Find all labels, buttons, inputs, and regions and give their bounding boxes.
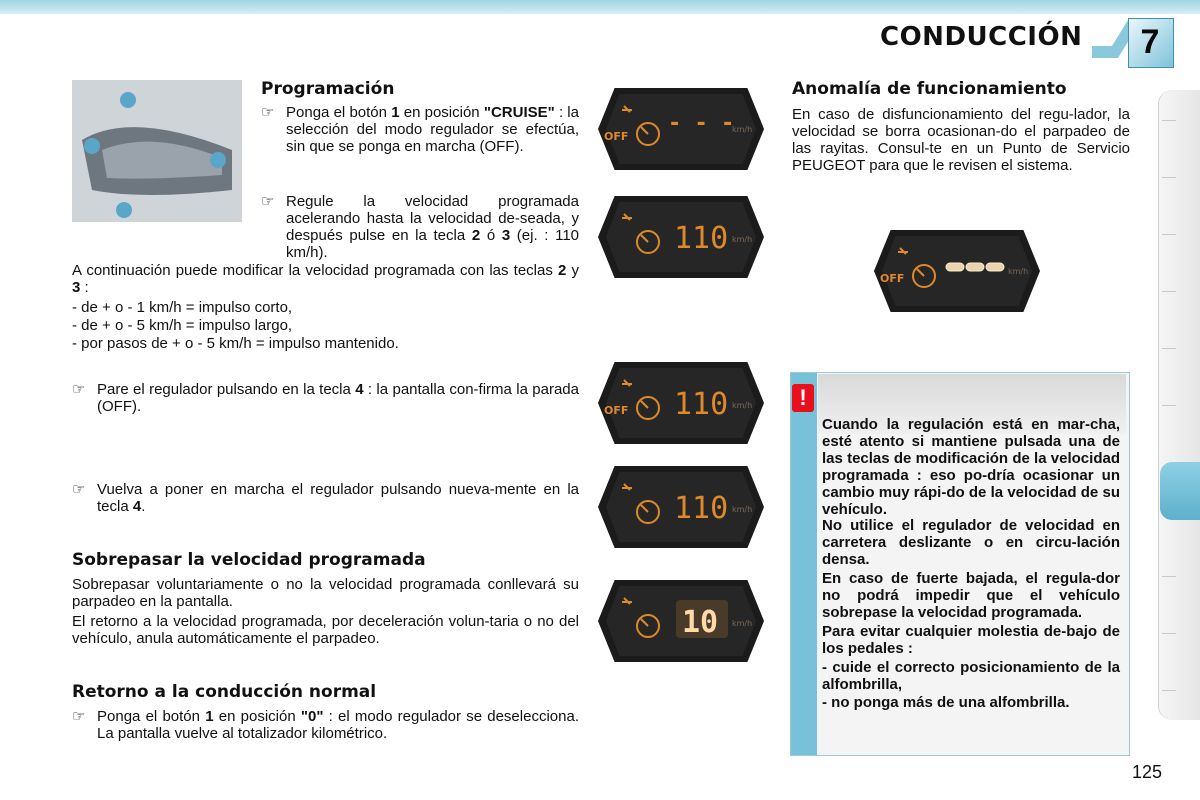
display-off-110 <box>598 362 764 444</box>
tab-divider <box>1162 690 1176 691</box>
tab-divider <box>1162 405 1176 406</box>
header-band <box>0 0 1200 14</box>
paragraph-return-speed: El retorno a la velocidad programada, por deceleración volun-taria o no del vehículo, anula automáticamente el parpadeo. <box>72 613 579 647</box>
warning-list-item: - no ponga más de una alfombrilla. <box>822 694 1070 711</box>
paragraph-overspeed: Sobrepasar voluntariamente o no la velocidad programada conllevará su parpadeo en la pantalla. <box>72 576 579 610</box>
tab-divider <box>1162 177 1176 178</box>
off-label: OFF <box>604 130 629 143</box>
tab-chapter-7[interactable] <box>1160 462 1200 520</box>
display-off-dashes <box>598 88 764 170</box>
speedometer-icon <box>622 484 659 523</box>
speedometer-icon <box>622 214 659 253</box>
instruction-stop-regulator: Pare el regulador pulsando en la tecla 4 : la pantalla con-firma la parada (OFF). <box>97 381 579 415</box>
unit-label: km/h <box>732 619 753 628</box>
chapter-number: 7 <box>1140 23 1160 61</box>
pointing-hand-icon: ☞ <box>72 708 86 725</box>
list-item: - de + o - 1 km/h = impulso corto, <box>72 299 293 316</box>
unit-label: km/h <box>1008 267 1029 276</box>
speed-readout-flashing: 10 <box>682 605 719 640</box>
tab-divider <box>1162 291 1176 292</box>
stalk-illustration <box>72 80 242 222</box>
dashes-readout: - - - <box>668 111 735 136</box>
unit-label: km/h <box>732 125 753 134</box>
tab-divider <box>1162 576 1176 577</box>
pointing-hand-icon: ☞ <box>72 481 86 498</box>
cruise-control-stalk-photo <box>72 80 242 222</box>
display-110 <box>598 196 764 278</box>
unit-label: km/h <box>732 235 753 244</box>
speed-readout: 110 <box>674 221 729 256</box>
instruction-restart-regulator: Vuelva a poner en marcha el regulador pulsando nueva-mente en la tecla 4. <box>97 481 579 515</box>
unit-label: km/h <box>732 505 753 514</box>
warning-list-item: - cuide el correcto posicionamiento de la alfombrilla, <box>822 659 1120 693</box>
tab-divider <box>1162 120 1176 121</box>
off-label: OFF <box>880 272 905 285</box>
display-flashing-speed <box>598 580 764 662</box>
instruction-normal-driving: Ponga el botón 1 en posición "0" : el modo regulador se deselecciona. La pantalla vuelve al totalizador kilométrico. <box>97 708 579 742</box>
speedometer-icon <box>622 598 659 637</box>
unit-label: km/h <box>732 401 753 410</box>
off-label: OFF <box>604 404 629 417</box>
list-item: - de + o - 5 km/h = impulso largo, <box>72 317 293 334</box>
chapter-title: CONDUCCIÓN <box>880 22 1083 52</box>
section-heading-programacion: Programación <box>261 79 395 99</box>
pointing-hand-icon: ☞ <box>261 193 275 210</box>
tab-divider <box>1162 348 1176 349</box>
speed-readout: 110 <box>674 387 729 422</box>
instruction-cruise-position: Ponga el botón 1 en posición "CRUISE" : la selección del modo regulador se efectúa, sin que se ponga en marcha (OFF). <box>286 104 579 155</box>
pointing-hand-icon: ☞ <box>72 381 86 398</box>
display-fault-dashes <box>874 230 1040 312</box>
page-number: 125 <box>1132 762 1163 782</box>
tab-divider <box>1162 633 1176 634</box>
paragraph-anomalia: En caso de disfuncionamiento del regu-lador, la velocidad se borra ocasionan-do el parpadeo de las rayitas. Consul-te en un Punto de Servicio PEUGEOT para que le revisen el sistema. <box>792 106 1130 174</box>
warning-exclamation-icon: ! <box>792 384 814 412</box>
speed-readout: 110 <box>674 491 729 526</box>
list-item: - por pasos de + o - 5 km/h = impulso mantenido. <box>72 335 399 352</box>
warning-paragraph: Cuando la regulación está en mar-cha, esté atento si mantiene pulsada una de las teclas de modificación de la velocidad programada : eso po-dría ocasionar un cambio muy rápi-do de la velocidad de su vehículo. <box>822 416 1120 518</box>
blinking-dashes <box>946 263 1004 271</box>
section-heading-anomalia: Anomalía de funcionamiento <box>792 79 1067 99</box>
instruction-set-speed: Regule la velocidad programada acelerando hasta la velocidad de-seada, y después pulse en la tecla 2 ó 3 (ej. : 110 km/h). <box>286 193 580 261</box>
paragraph-modify-speed: A continuación puede modificar la velocidad programada con las teclas 2 y 3 : <box>72 262 579 296</box>
warning-paragraph: Para evitar cualquier molestia de-bajo de los pedales : <box>822 623 1120 657</box>
warning-paragraph: No utilice el regulador de velocidad en carretera deslizante o en circu-lación densa. <box>822 517 1120 568</box>
warning-paragraph: En caso de fuerte bajada, el regula-dor no podrá impedir que el vehículo sobrepase la velocidad programada. <box>822 570 1120 621</box>
tab-divider <box>1162 234 1176 235</box>
section-heading-sobrepasar: Sobrepasar la velocidad programada <box>72 550 426 570</box>
pointing-hand-icon: ☞ <box>261 104 275 121</box>
section-heading-retorno: Retorno a la conducción normal <box>72 682 377 702</box>
display-110-restart <box>598 466 764 548</box>
